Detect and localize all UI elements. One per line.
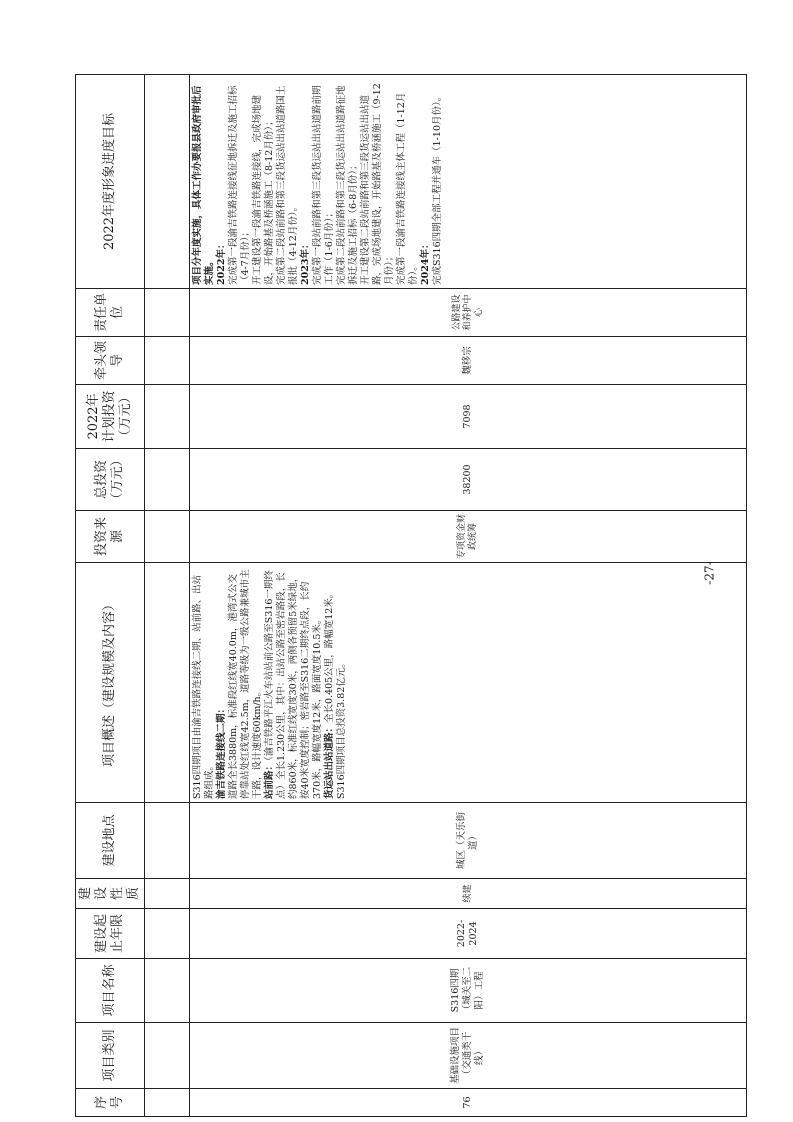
overview-p3-title: 货运站出站道路： bbox=[324, 722, 335, 799]
cell-leader: 魏移宗 bbox=[190, 337, 747, 385]
target-2024-a: 完成S316四期全部工程并通车（1-10月份）。 bbox=[432, 91, 443, 285]
overview-p2-title: 站前路： bbox=[264, 760, 275, 799]
blank-row bbox=[145, 75, 190, 1117]
target-2022-heading: 2022年： bbox=[216, 239, 227, 285]
cell-overview bbox=[190, 563, 747, 803]
table-row bbox=[190, 75, 747, 1117]
target-2022-c: 完成第二段站前路和第三段货运站出站道路国土报批（4-12月份）。 bbox=[276, 85, 299, 285]
cell-period: 2022-2024 bbox=[190, 909, 747, 959]
cell-total-invest: 38200 bbox=[190, 449, 747, 511]
header-target: 2022年度形象进度目标 bbox=[76, 75, 145, 289]
target-2022-a: 完成第一段渝吉铁路连接线征地拆迁及施工招标（4-7月份）； bbox=[228, 85, 251, 285]
header-source: 投资来源 bbox=[76, 511, 145, 563]
header-location: 建设地点 bbox=[76, 803, 145, 879]
cell-nature: 续建 bbox=[190, 879, 747, 909]
cell-no: 76 bbox=[190, 1089, 747, 1117]
overview-p2: （渝吉铁路平江火车站站前公路至S316一期终点）全长1.230公里，其中：出站公路至密岩路段，长约860米，标准红线宽度30米，两侧各预留5米绿地，按40米宽度控制；密岩路至S316二期终点段，长约370米，路幅宽度12米，路面宽度10.5米。 bbox=[264, 570, 323, 799]
header-leader: 牵头领导 bbox=[76, 337, 145, 385]
header-overview: 项目概述（建设规模及内容） bbox=[76, 563, 145, 803]
target-2023-b: 完成第二段站前路和第三段货运站出站道路征地拆迁及施工招标（6-8月份）； bbox=[336, 85, 359, 285]
cell-category: 基础设施项目（交通类干线） bbox=[190, 1023, 747, 1089]
cell-name: S316四期（城关至二阳）工程 bbox=[190, 959, 747, 1023]
target-2023-d: 完成第一段渝吉铁路连接线主体工程（1-12月份）。 bbox=[396, 92, 419, 285]
page-number: -27- bbox=[702, 561, 717, 585]
header-total-invest: 总投资（万元） bbox=[76, 449, 145, 511]
overview-p1-title: 渝吉铁路连接线二期： bbox=[216, 703, 227, 799]
cell-unit: 公路建设和养护中心 bbox=[190, 289, 747, 337]
target-2023-a: 完成第一段站前路和第三段货运站出站道路前期工作（1-6月份）； bbox=[312, 85, 335, 285]
header-name: 项目名称 bbox=[76, 959, 145, 1023]
cell-plan-invest: 7098 bbox=[190, 385, 747, 449]
overview-p1: 道路全长3880m，标准段红线宽40.0m，港湾式公交停靠站处红线宽42.5m，道路等级为一级公路兼城市主干路，设计速度60km/h。 bbox=[228, 569, 263, 799]
target-2023-c: 开工建设第二段站前路和第三段货运站出站道路，完成场地建设，开始路基及桥涵施工（9-12月份）； bbox=[360, 83, 395, 285]
header-plan-invest: 2022年计划投资（万元） bbox=[76, 385, 145, 449]
target-2024-heading: 2024年： bbox=[420, 239, 431, 285]
header-period: 建设起止年限 bbox=[76, 909, 145, 959]
overview-p3: 全长0.405公里，路幅宽12米。 bbox=[324, 588, 335, 723]
cell-source: 专项资金财政统筹 bbox=[190, 511, 747, 563]
cell-target bbox=[190, 75, 747, 289]
overview-p4: S316四期项目总投资3.82亿元。 bbox=[336, 658, 347, 799]
target-2022-b: 开工建设第一段渝吉铁路连接线，完成场地建设，开始路基及桥涵施工（8-12月份）； bbox=[252, 94, 275, 285]
rotated-table-container bbox=[75, 75, 747, 1117]
overview-intro: S316四期项目由渝吉铁路连接线二期、站前路、出站路组成。 bbox=[192, 574, 215, 799]
project-table bbox=[75, 74, 747, 1117]
header-nature: 建设性质 bbox=[76, 879, 145, 909]
table-header-row bbox=[76, 75, 145, 1117]
target-2023-heading: 2023年： bbox=[300, 239, 311, 285]
header-unit: 责任单位 bbox=[76, 289, 145, 337]
cell-location: 城区（天乐街道） bbox=[190, 803, 747, 879]
header-category: 项目类别 bbox=[76, 1023, 145, 1089]
header-no: 序号 bbox=[76, 1089, 145, 1117]
target-lead: 项目分年度实施，具体工作办要报县政府审批后实施。 bbox=[192, 85, 215, 285]
